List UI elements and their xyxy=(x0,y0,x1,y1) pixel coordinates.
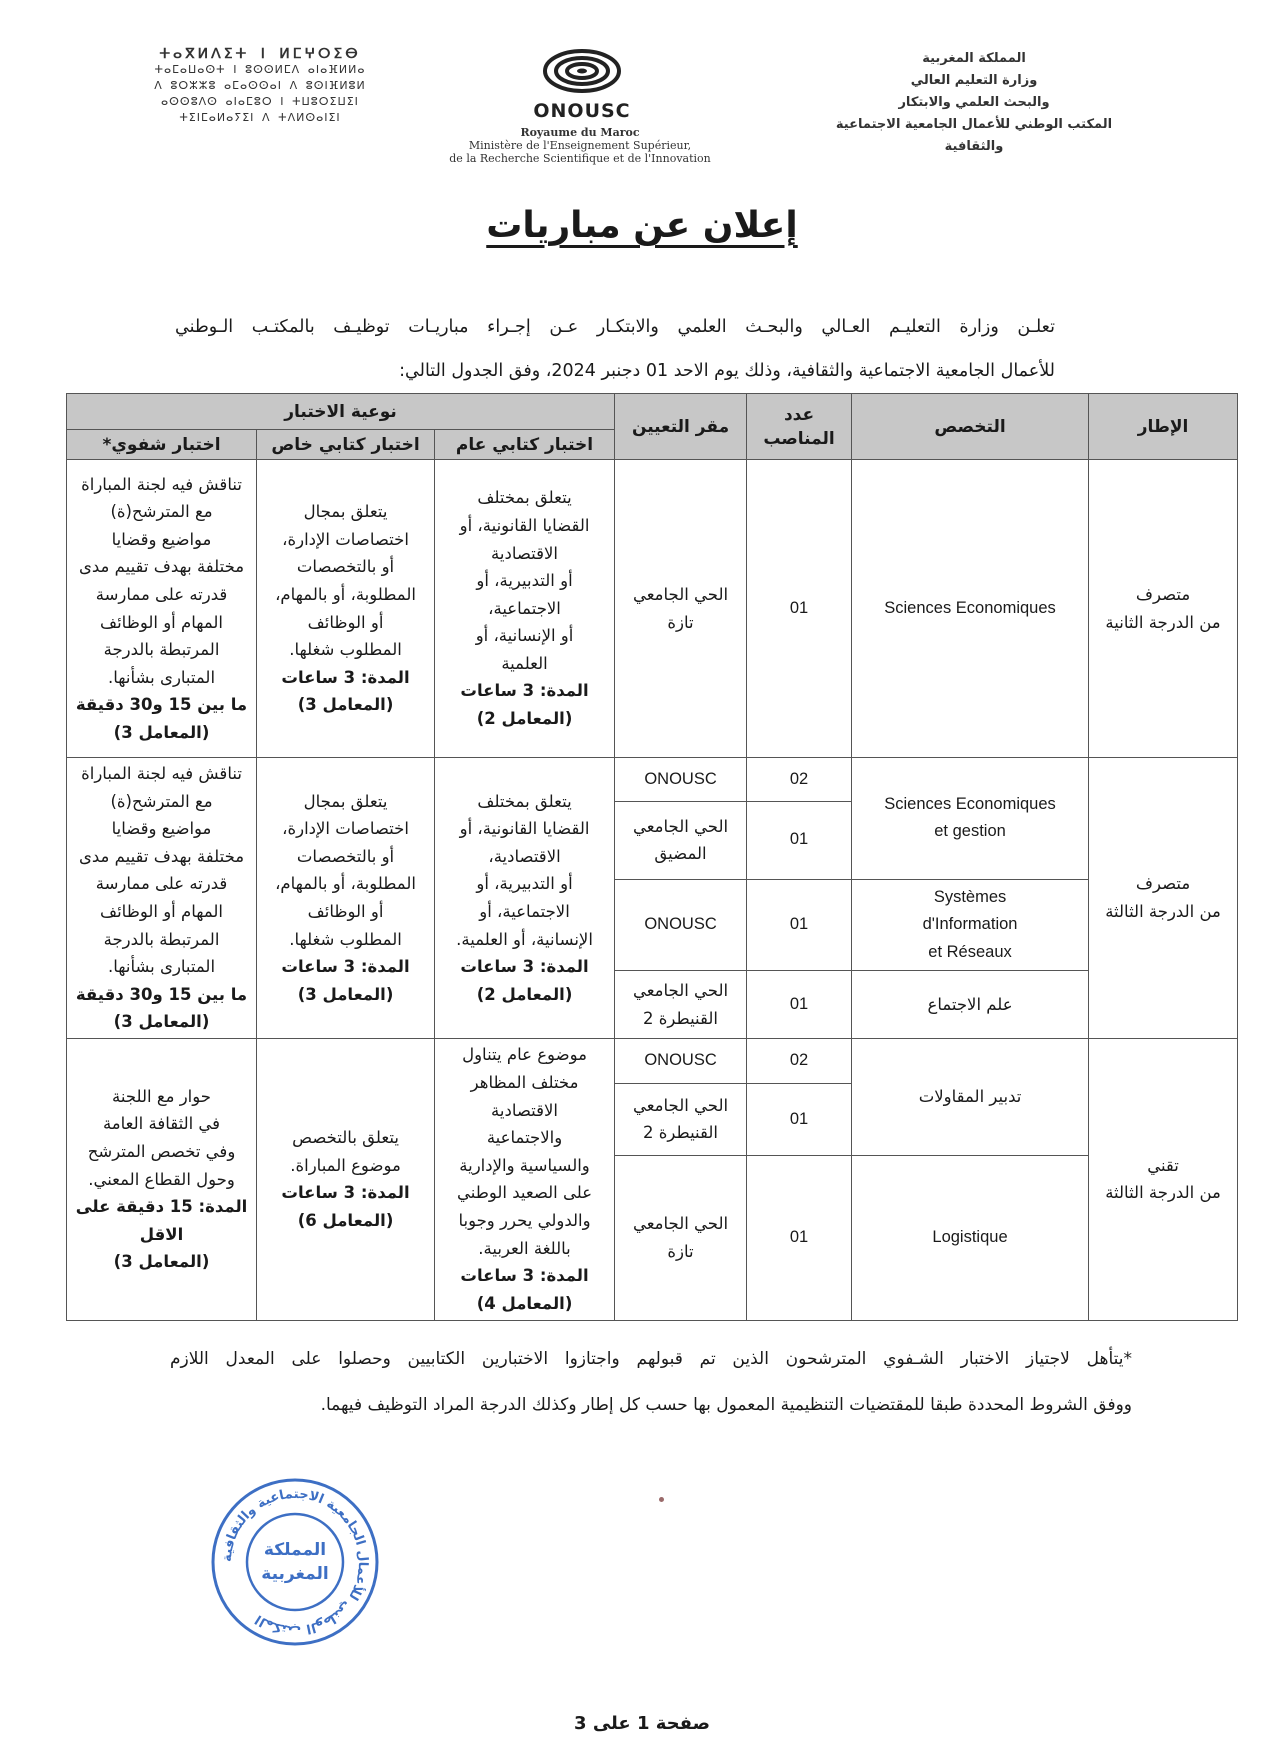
specific-test-text: يتعلق بمجال اختصاصات الإدارة، أو بالتخصصات المطلوبة، أو بالمهام، أو الوظائف المطلوب شغلها. xyxy=(275,502,416,660)
specific-test-duration: المدة: 3 ساعات xyxy=(281,957,410,977)
header-arabic-line: المكتب الوطني للأعمال الجامعية الاجتماعية xyxy=(835,117,1113,132)
frame-cell: متصرف من الدرجة الثانية xyxy=(1089,460,1238,758)
specialty-cell: Sciences Economiques et gestion xyxy=(852,758,1089,880)
location-cell: ONOUSC xyxy=(615,879,747,970)
oral-test-coef: (المعامل 3) xyxy=(113,1012,210,1032)
oral-test-cell xyxy=(67,460,257,758)
header-french-line: de la Recherche Scientifique et de l'Innovation xyxy=(449,152,711,165)
frame-cell: متصرف من الدرجة الثالثة xyxy=(1089,758,1238,1039)
positions-cell: 01 xyxy=(747,971,852,1039)
specific-test-coef: (المعامل 3) xyxy=(297,984,394,1004)
svg-text:المكتب الوطني للأعمال الجامعية xyxy=(220,1487,370,1637)
specialty-cell: Sciences Economiques xyxy=(852,460,1089,758)
general-test-coef: (المعامل 2) xyxy=(476,984,573,1004)
stamp-center-line2: المغربية xyxy=(261,1564,329,1584)
oral-test-text: تناقش فيه لجنة المباراة مع المترشح(ة) مواضيع وقضايا مختلفة بهدف تقييم مدى قدرته على ممارسة المهام أو الوظائف المرتبطة بالدرجة المتبارى بشأنها. xyxy=(78,764,245,977)
specific-test-cell xyxy=(257,460,435,758)
location-cell: الحي الجامعي تازة xyxy=(615,460,747,758)
header-arabic xyxy=(809,48,1139,158)
oral-test-coef: (المعامل 3) xyxy=(113,722,210,742)
general-test-cell xyxy=(435,1038,615,1320)
header-written-general: اختبار كتابي عام xyxy=(435,430,615,460)
table-row xyxy=(67,1038,1238,1083)
general-test-coef: (المعامل 4) xyxy=(476,1293,573,1313)
oral-test-duration: ما بين 15 و30 دقيقة xyxy=(75,984,248,1004)
specific-test-text: يتعلق بالتخصص موضوع المباراة. xyxy=(290,1128,401,1175)
general-test-text: يتعلق بمختلف القضايا القانونية، أو الاقتصادية، أو التدبيرية، أو الاجتماعية، أو الإنسانية، أو العلمية. xyxy=(456,791,593,949)
location-cell: الحي الجامعي المضيق xyxy=(615,801,747,879)
oral-test-duration: ما بين 15 و30 دقيقة xyxy=(75,695,248,715)
stamp-ring-text: المكتب الوطني للأعمال الجامعية الاجتماعية والثقافية xyxy=(219,1486,371,1638)
intro-line: للأعمال الجامعية الاجتماعية والثقافية، وذلك يوم الاحد 01 دجنبر 2024، وفق الجدول التالي: xyxy=(399,361,1055,381)
footnote-line: ووفق الشروط المحددة طبقا للمقتضيات التنظيمية المعمول بها حسب كل إطار وكذلك الدرجة المراد التوظيف فيهما. xyxy=(320,1395,1132,1415)
specialty-cell: علم الاجتماع xyxy=(852,971,1089,1039)
location-cell: ONOUSC xyxy=(615,758,747,802)
specialty-cell: Systèmes d'Information et Réseaux xyxy=(852,879,1089,970)
general-test-text: يتعلق بمختلف القضايا القانونية، أو الاقتصادية أو التدبيرية، أو الاجتماعية، أو الإنسانية، أو العلمية xyxy=(459,488,590,673)
header-arabic-line: المملكة المغربية xyxy=(922,51,1026,66)
header-positions: عدد المناصب xyxy=(747,394,852,460)
header-french-line: Royaume du Maroc xyxy=(520,126,640,139)
header-frame: الإطار xyxy=(1089,394,1238,460)
general-test-coef: (المعامل 2) xyxy=(476,709,573,729)
oral-test-text: حوار مع اللجنة في الثقافة العامة وفي تخصص المترشح وحول القطاع المعني. xyxy=(87,1086,236,1189)
header-location: مقر التعيين xyxy=(615,394,747,460)
header-tifinagh xyxy=(140,46,380,126)
header-tifinagh-line: ⵜⴰⴳⵍⴷⵉⵜ ⵏ ⵍⵎⵖⵔⵉⴱ xyxy=(159,46,361,62)
oral-test-cell xyxy=(67,1038,257,1320)
specific-test-cell xyxy=(257,1038,435,1320)
onousc-logo-icon xyxy=(542,48,622,94)
header-test-type: نوعية الاختبار xyxy=(67,394,615,430)
oral-test-cell xyxy=(67,758,257,1039)
header-arabic-line: والبحث العلمي والابتكار xyxy=(898,95,1050,110)
location-cell: ONOUSC xyxy=(615,1038,747,1083)
location-cell: الحي الجامعي القنيطرة 2 xyxy=(615,971,747,1039)
header-arabic-line: وزارة التعليم العالي xyxy=(910,73,1038,88)
location-cell: الحي الجامعي تازة xyxy=(615,1155,747,1320)
oral-test-duration: المدة: 15 دقيقة على الاقل xyxy=(75,1197,248,1244)
positions-cell: 01 xyxy=(747,1155,852,1320)
positions-cell: 01 xyxy=(747,801,852,879)
specific-test-duration: المدة: 3 ساعات xyxy=(281,1183,410,1203)
specific-test-coef: (المعامل 6) xyxy=(297,1211,394,1231)
page-number: صفحة 1 على 3 xyxy=(574,1713,710,1734)
general-test-cell xyxy=(435,460,615,758)
positions-cell: 02 xyxy=(747,1038,852,1083)
frame-cell: تقني من الدرجة الثالثة xyxy=(1089,1038,1238,1320)
ink-dot xyxy=(659,1497,664,1502)
header-tifinagh-line: ⴷ ⵓⵔⵣⵣⵓ ⴰⵎⴰⵙⵙⴰⵏ ⴷ ⵓⵙⵏⴼⵍⵓⵍ xyxy=(154,79,366,92)
header-oral: اختبار شفوي* xyxy=(67,430,257,460)
onousc-logo xyxy=(512,48,652,122)
oral-test-text: تناقش فيه لجنة المباراة مع المترشح(ة) مواضيع وقضايا مختلفة بهدف تقييم مدى قدرته على ممارسة المهام أو الوظائف المرتبطة بالدرجة المتبارى بشأنها. xyxy=(78,474,245,687)
oral-test-coef: (المعامل 3) xyxy=(113,1252,210,1272)
footnote xyxy=(170,1336,1132,1428)
specific-test-coef: (المعامل 3) xyxy=(297,695,394,715)
page-title: إعلان عن مباريات xyxy=(486,205,798,246)
location-cell: الحي الجامعي القنيطرة 2 xyxy=(615,1083,747,1155)
positions-cell: 01 xyxy=(747,879,852,970)
header-tifinagh-line: ⵜⴰⵎⴰⵡⴰⵙⵜ ⵏ ⵓⵙⵙⵍⵎⴷ ⴰⵏⴰⴼⵍⵍⴰ xyxy=(154,63,366,76)
header-french-line: Ministère de l'Enseignement Supérieur, xyxy=(468,139,692,152)
specific-test-cell xyxy=(257,758,435,1039)
general-test-duration: المدة: 3 ساعات xyxy=(460,957,589,977)
positions-cell: 01 xyxy=(747,460,852,758)
general-test-duration: المدة: 3 ساعات xyxy=(460,681,589,701)
positions-cell: 01 xyxy=(747,1083,852,1155)
official-stamp xyxy=(208,1475,382,1649)
table-row xyxy=(67,460,1238,758)
specialty-cell: Logistique xyxy=(852,1155,1089,1320)
footnote-line: *يتأهل لاجتياز الاختبار الشـفوي المترشحون الذين تم قبولهم واجتازوا الاختبارين الكتابيين وحصلوا على المعدل اللازم xyxy=(170,1349,1132,1369)
competition-table xyxy=(66,393,1238,1321)
intro-paragraph xyxy=(175,305,1055,393)
header-specialty: التخصص xyxy=(852,394,1089,460)
general-test-text: موضوع عام يتناول مختلف المظاهر الاقتصادية والاجتماعية والسياسية والإدارية على الصعيد الوطني والدولي يحرر وجوبا باللغة العربية. xyxy=(456,1045,593,1258)
stamp-center-line1: المملكة xyxy=(263,1540,327,1560)
header-written-specific: اختبار كتابي خاص xyxy=(257,430,435,460)
specific-test-text: يتعلق بمجال اختصاصات الإدارة، أو بالتخصصات المطلوبة، أو بالمهام، أو الوظائف المطلوب شغلها. xyxy=(275,791,416,949)
positions-cell: 02 xyxy=(747,758,852,802)
header-french xyxy=(400,126,760,165)
header-tifinagh-line: ⵜⵉⵏⵎⴰⵍⴰⵢⵉⵏ ⴷ ⵜⴷⵍⵙⴰⵏⵉⵏ xyxy=(179,111,341,124)
header-tifinagh-line: ⴰⵙⵙⵓⴷⵙ ⴰⵏⴰⵎⵓⵔ ⵏ ⵜⵡⵓⵔⵉⵡⵉⵏ xyxy=(161,95,359,108)
header-arabic-line: والثقافية xyxy=(944,139,1004,154)
logo-text: ONOUSC xyxy=(533,100,631,122)
intro-line: تعلـن وزارة التعليـم العـالي والبحـث العلمي والابتكـار عـن إجـراء مباريـات توظيـف بالمكتـب الـوطني xyxy=(175,317,1055,337)
general-test-duration: المدة: 3 ساعات xyxy=(460,1266,589,1286)
specialty-cell: تدبير المقاولات xyxy=(852,1038,1089,1155)
table-row xyxy=(67,758,1238,802)
specific-test-duration: المدة: 3 ساعات xyxy=(281,667,410,687)
general-test-cell xyxy=(435,758,615,1039)
